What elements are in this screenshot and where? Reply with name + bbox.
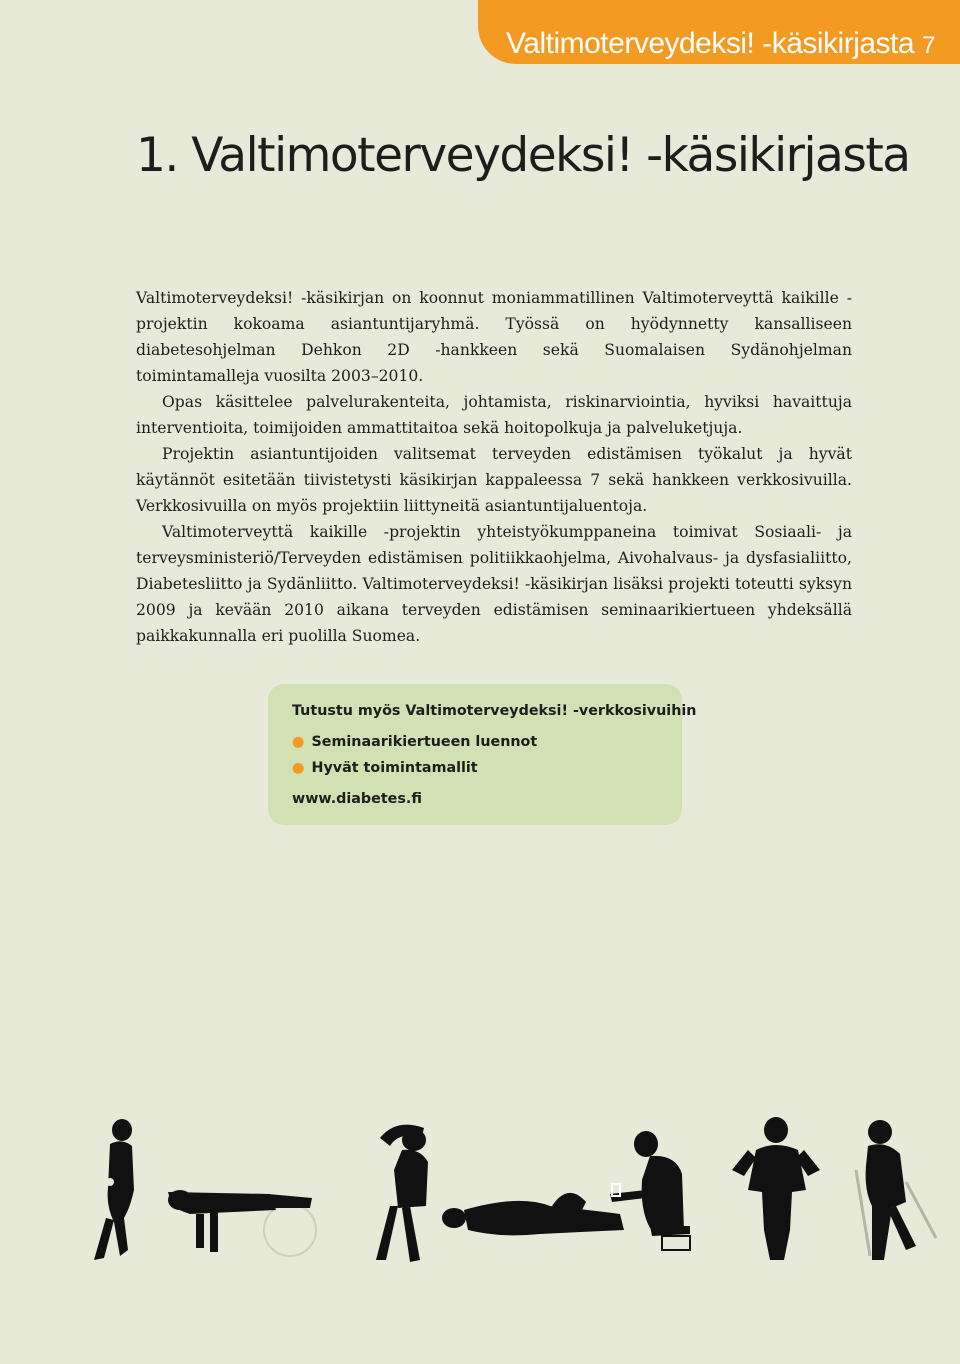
exercise-figures xyxy=(80,1110,950,1270)
info-box-title: Tutustu myös Valtimoterveydeksi! -verkkosivuihin xyxy=(292,703,697,719)
standing-person-silhouette xyxy=(94,1119,134,1260)
pushup-on-ball-silhouette xyxy=(168,1190,316,1256)
info-box-list xyxy=(292,729,537,781)
body-text xyxy=(136,285,852,649)
list-item[interactable] xyxy=(292,755,537,781)
website-link[interactable]: www.diabetes.fi xyxy=(292,791,422,807)
seated-person-at-table-silhouette xyxy=(610,1131,690,1250)
list-item-label: Hyvät toimintamallit xyxy=(311,760,478,776)
page-number: 7 xyxy=(922,32,936,59)
list-item[interactable] xyxy=(292,729,537,755)
bullet-icon: ● xyxy=(292,760,305,776)
side-stretch-silhouette xyxy=(376,1125,428,1262)
nordic-walking-silhouette xyxy=(856,1120,936,1260)
paragraph: Opas käsittelee palvelurakenteita, johtamista, riskinarviointia, hyviksi havaittuja interventioita, toimijoiden ammattitaitoa sekä hoitopolkuja ja palveluketjuja. xyxy=(136,393,852,437)
chapter-title: 1. Valtimoterveydeksi! -käsikirjasta xyxy=(136,128,910,183)
paragraph: Valtimoterveyttä kaikille -projektin yhteistyökumppaneina toimivat Sosiaali- ja terveysministeriö/Terveyden edistämisen politiikkaohjelma, Aivohalvaus- ja dysfasialiitto, Diabetesliitto ja Sydänliitto. Valtimoterveydeksi! -käsikirjan lisäksi projekti toteutti syksyn 2009 ja kevään 2010 aikana terveyden edistämisen seminaarikiertueen yhdeksällä paikkakunnalla eri puolilla Suomea. xyxy=(136,523,852,645)
lying-person-silhouette xyxy=(442,1193,624,1235)
bullet-icon: ● xyxy=(292,734,305,750)
standing-arms-out-silhouette xyxy=(732,1117,820,1260)
running-header-title: Valtimoterveydeksi! -käsikirjasta xyxy=(506,27,915,60)
paragraph: Projektin asiantuntijoiden valitsemat terveyden edistämisen työkalut ja hyvät käytännöt esitetään tiivistetysti käsikirjan kappaleessa 7 sekä hankkeen verkkosivuilla. Verkkosivuilla on myös projektiin liittyneitä asiantuntijaluentoja. xyxy=(136,445,852,515)
paragraph: Valtimoterveydeksi! -käsikirjan on koonnut moniammatillinen Valtimoterveyttä kaikille -projektin kokoama asiantuntijaryhmä. Työssä on hyödynnetty kansalliseen diabetesohjelman Dehkon 2D -hankkeen sekä Suomalaisen Sydänohjelman toimintamalleja vuosilta 2003–2010. xyxy=(136,289,852,385)
list-item-label: Seminaarikiertueen luennot xyxy=(311,734,538,750)
info-box xyxy=(268,684,697,825)
